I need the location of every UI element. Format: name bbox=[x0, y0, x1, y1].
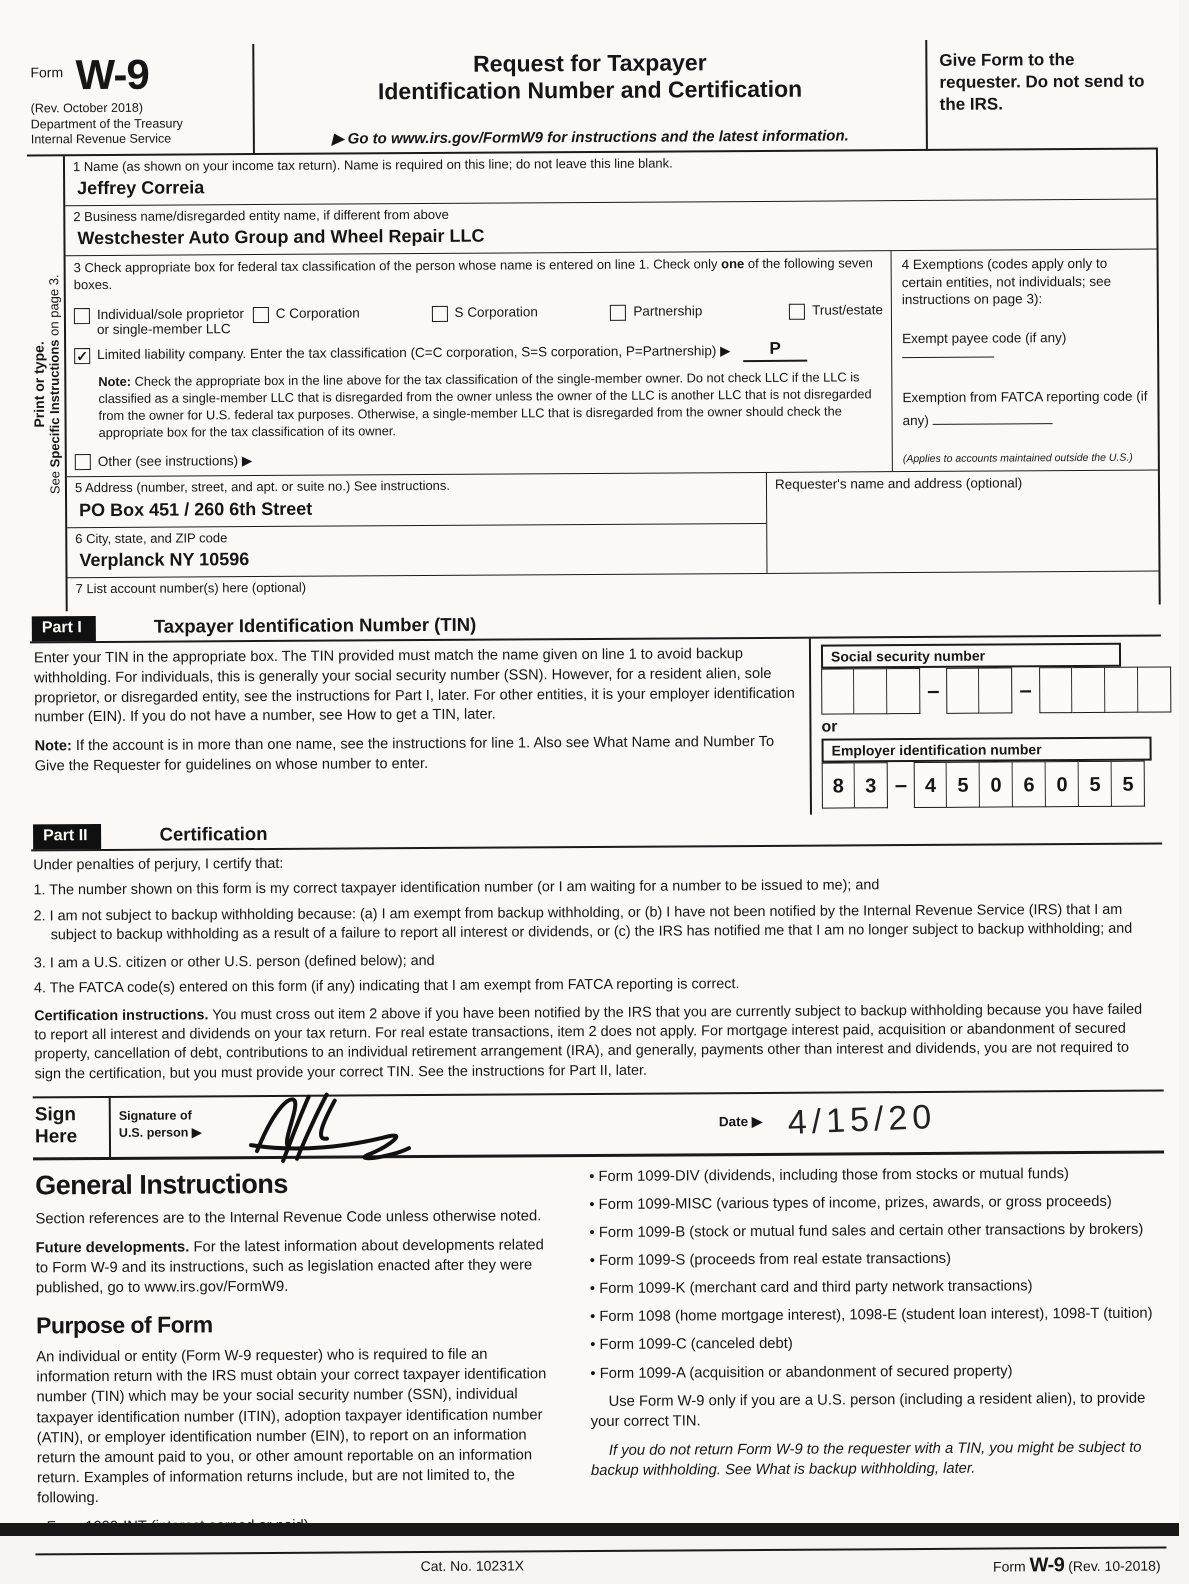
line5-address-row bbox=[67, 473, 766, 528]
llc-classification-field[interactable]: P bbox=[743, 339, 806, 362]
bullet-1099-k: • Form 1099-K (merchant card and third party network transactions) bbox=[589, 1278, 1033, 1298]
checkbox-s-corporation[interactable] bbox=[431, 304, 602, 322]
address-field[interactable]: PO Box 451 / 260 6th Street bbox=[79, 498, 313, 520]
future-developments: Future developments. For the latest information about developments related to Form W-9 and its instructions, such as legislation enacted after they were published, go to www.irs.gov/FormW9. bbox=[35, 1237, 544, 1297]
ssn-dash: – bbox=[1019, 677, 1032, 703]
ein-digit[interactable]: 5 bbox=[947, 762, 980, 808]
part2-chip: Part II bbox=[33, 824, 102, 849]
line2-label: 2 Business name/disregarded entity name, if different from above bbox=[73, 206, 449, 225]
ssn-digit[interactable] bbox=[1138, 667, 1171, 713]
exempt-payee-row bbox=[902, 330, 1149, 362]
signature-of-label: Signature of U.S. person ▶ bbox=[118, 1108, 202, 1141]
form-id-block bbox=[26, 44, 255, 154]
bullet-1099-s: • Form 1099-S (proceeds from real estate transactions) bbox=[589, 1250, 952, 1270]
signature-row bbox=[33, 1089, 1164, 1160]
ssn-digit[interactable] bbox=[887, 668, 920, 714]
form-title-line2: Identification Number and Certification bbox=[377, 75, 803, 105]
checkbox-partnership[interactable] bbox=[610, 303, 781, 321]
ssn-digit[interactable] bbox=[1039, 667, 1072, 713]
form-title-line1: Request for Taxpayer bbox=[473, 49, 707, 77]
line3-classification-block bbox=[66, 252, 893, 477]
part1-instructions bbox=[30, 639, 810, 820]
department-line: Department of the Treasury bbox=[30, 116, 183, 132]
signature-scribble bbox=[239, 1087, 500, 1173]
ssn-digit[interactable] bbox=[821, 669, 854, 715]
ssn-digit[interactable] bbox=[1105, 667, 1138, 713]
fatca-label: Exemption from FATCA reporting code (if any) bbox=[902, 388, 1148, 429]
line4-label: 4 Exemptions (codes apply only to certain entities, not individuals; see instructions on page 3): bbox=[901, 256, 1112, 308]
bullet-1099-a: • Form 1099-A (acquisition or abandonment of secured property) bbox=[590, 1362, 1013, 1382]
form-title-block bbox=[254, 40, 926, 153]
print-or-type-sidebar bbox=[27, 156, 66, 612]
ein-digit[interactable]: 5 bbox=[1112, 761, 1145, 807]
purpose-text: An individual or entity (Form W-9 requester) who is required to file an information return with the IRS must obtain your correct taxpayer identification number (TIN) which may be your social security number (SSN), individual taxpayer identification number (ITIN), adoption taxpayer identification number (ATIN), or employer identification number (EIN), to report on an information return the amount paid to you, or other amount reportable on an information return. Examples of information returns include, but are not limited to, the following. bbox=[36, 1346, 547, 1507]
tin-entry-area bbox=[809, 637, 1162, 815]
individual-label: Individual/sole proprietor or single-member LLC bbox=[96, 305, 245, 337]
line7-label: 7 List account number(s) here (optional) bbox=[75, 579, 307, 597]
purpose-of-form-title: Purpose of Form bbox=[36, 1311, 213, 1339]
or-label: or bbox=[821, 718, 838, 736]
other-checkbox[interactable] bbox=[75, 454, 91, 470]
see-instructions-label: See Specific Instructions on page 3. bbox=[46, 273, 63, 494]
footer-form-id: Form W-9 (Rev. 10-2018) bbox=[992, 1554, 1161, 1577]
form-word: Form bbox=[30, 64, 64, 81]
trust-estate-checkbox[interactable] bbox=[789, 304, 805, 320]
checkbox-trust-estate[interactable] bbox=[789, 302, 883, 320]
date-field[interactable]: 4/15/20 bbox=[787, 1097, 938, 1142]
fatca-note: (Applies to accounts maintained outside the U.S.) bbox=[902, 452, 1133, 466]
certification-text bbox=[31, 845, 1163, 1092]
city-state-zip-field[interactable]: Verplanck NY 10596 bbox=[79, 549, 250, 571]
form-number: W-9 bbox=[75, 50, 149, 99]
certification-item-1: 1. The number shown on this form is my correct taxpayer identification number (or I am waiting for a number to be issued to me); and bbox=[33, 877, 880, 899]
s-corp-checkbox[interactable] bbox=[431, 306, 447, 322]
line3-label: 3 Check appropriate box for federal tax classification of the person whose name is entered on line 1. Check only one of the following seven boxes. bbox=[73, 255, 873, 292]
line4-exemptions-block bbox=[892, 250, 1158, 472]
bullet-1099-b: • Form 1099-B (stock or mutual fund sales and certain other transactions by brokers) bbox=[589, 1221, 1144, 1241]
certification-instructions: Certification instructions. You must cross out item 2 above if you have been notified by the IRS that you are currently subject to backup withholding because you have failed to report all interest and dividends on your tax return. For real estate transactions, item 2 does not apply. For mortgage interest paid, acquisition or abandonment of secured property, cancellation of debt, contributions to an individual retirement arrangement (IRA), and generally, payments other than interest and dividends, you are not required to sign the certification, but you must provide your correct TIN. See the instructions for Part II, later. bbox=[34, 1001, 1143, 1083]
general-instructions-title: General Instructions bbox=[35, 1168, 288, 1201]
business-name-field[interactable]: Westchester Auto Group and Wheel Repair LLC bbox=[77, 226, 485, 249]
line5-label: 5 Address (number, street, and apt. or suite no.) See instructions. bbox=[74, 478, 451, 496]
ein-digit[interactable]: 5 bbox=[1079, 761, 1112, 807]
ein-label: Employer identification number bbox=[822, 737, 1152, 763]
instructions-right-column bbox=[589, 1163, 1162, 1542]
fatca-row bbox=[902, 386, 1149, 433]
part2-title: Certification bbox=[159, 822, 268, 845]
section-references: Section references are to the Internal Revenue Code unless otherwise noted. bbox=[35, 1208, 542, 1228]
line7-account-row bbox=[68, 571, 1159, 611]
certification-item-3: 3. I am a U.S. citizen or other U.S. person (defined below); and bbox=[33, 952, 435, 972]
bullet-1099-div: • Form 1099-DIV (dividends, including those from stocks or mutual funds) bbox=[589, 1165, 1069, 1185]
llc-label: Limited liability company. Enter the tax classification (C=C corporation, S=S corporation, P=Partnership) ▶ bbox=[97, 343, 731, 362]
ssn-digit[interactable] bbox=[854, 668, 887, 714]
line6-city-row bbox=[67, 524, 766, 578]
ein-digit[interactable]: 4 bbox=[914, 762, 947, 808]
ein-digit[interactable]: 0 bbox=[1046, 761, 1079, 807]
sign-here-label: Sign Here bbox=[33, 1098, 111, 1157]
ssn-dash: – bbox=[927, 678, 940, 704]
line1-name-row bbox=[65, 149, 1156, 206]
ssn-digit[interactable] bbox=[979, 668, 1012, 714]
requester-label: Requester's name and address (optional) bbox=[774, 475, 1023, 493]
backup-withholding-text: If you do not return Form W-9 to the requester with a TIN, you might be subject to backup withholding. See What is backup withholding, later. bbox=[590, 1439, 1142, 1479]
bullet-1099-misc: • Form 1099-MISC (various types of income, prizes, awards, or gross proceeds) bbox=[589, 1193, 1112, 1213]
certification-item-2: 2. I am not subject to backup withholding because: (a) I am exempt from backup withholding, or (b) I have not been notified by the Internal Revenue Service (IRS) that I am subject to backup withholding as a result of a failure to report all interest or dividends, or (c) the IRS has notified me that I am no longer subject to backup withholding; and bbox=[33, 901, 1133, 943]
checkbox-llc[interactable] bbox=[74, 338, 883, 370]
checkbox-other[interactable] bbox=[75, 445, 884, 477]
requester-box[interactable] bbox=[766, 471, 1159, 573]
ssn-boxes[interactable] bbox=[821, 667, 1159, 715]
bullet-1099-c: • Form 1099-C (canceled debt) bbox=[590, 1336, 793, 1354]
c-corp-checkbox[interactable] bbox=[253, 307, 269, 323]
print-or-type-label: Print or type. bbox=[30, 340, 48, 428]
checkbox-c-corporation[interactable] bbox=[253, 305, 424, 323]
certification-intro: Under penalties of perjury, I certify that: bbox=[33, 856, 284, 874]
form-revision: (Rev. October 2018) bbox=[30, 100, 144, 116]
goto-instructions-line: ▶ Go to www.irs.gov/FormW9 for instructions and the latest information. bbox=[331, 127, 849, 148]
date-label: Date ▶ bbox=[718, 1113, 763, 1129]
ein-dash: – bbox=[894, 772, 908, 798]
bullet-1098: • Form 1098 (home mortgage interest), 1098-E (student loan interest), 1098-T (tuition) bbox=[589, 1305, 1153, 1326]
checkbox-individual[interactable] bbox=[74, 306, 245, 337]
line2-business-row bbox=[65, 200, 1156, 257]
use-form-text: Use Form W-9 only if you are a U.S. person (including a resident alien), to provide your correct TIN. bbox=[590, 1390, 1146, 1430]
s-corp-label: S Corporation bbox=[454, 304, 538, 320]
give-form-notice: Give Form to the requester. Do not send to the IRS. bbox=[925, 39, 1158, 149]
part1-chip: Part I bbox=[32, 616, 96, 641]
line1-label: 1 Name (as shown on your income tax return). Name is required on this line; do not leave this line blank. bbox=[72, 155, 673, 175]
ssn-digit[interactable] bbox=[946, 668, 979, 714]
partnership-checkbox[interactable] bbox=[610, 305, 626, 321]
instructions-left-column bbox=[35, 1167, 557, 1546]
part1-paragraph: Enter your TIN in the appropriate box. The TIN provided must match the name given on line 1 to avoid backup withholding. For individuals, this is generally your social security number (SSN). However, for a resident alien, sole proprietor, or disregarded entity, see the instructions for Part I, later. For other entities, it is your employer identification number (EIN). If you do not have a number, see How to get a TIN, later. bbox=[33, 646, 795, 726]
exempt-payee-field[interactable] bbox=[902, 346, 994, 359]
other-label: Other (see instructions) ▶ bbox=[97, 453, 253, 469]
ein-boxes[interactable] bbox=[822, 761, 1160, 809]
partnership-label: Partnership bbox=[633, 303, 703, 319]
exempt-payee-label: Exempt payee code (if any) bbox=[902, 330, 1067, 347]
ein-digit[interactable]: 6 bbox=[1013, 761, 1046, 807]
line6-label: 6 City, state, and ZIP code bbox=[75, 529, 228, 546]
scan-edge-artifact bbox=[0, 1523, 1179, 1536]
form-header bbox=[26, 39, 1158, 157]
ssn-label: Social security number bbox=[821, 643, 1121, 669]
certification-item-4: 4. The FATCA code(s) entered on this form (if any) indicating that I am exempt from FATCA reporting is correct. bbox=[33, 976, 740, 997]
name-field[interactable]: Jeffrey Correia bbox=[77, 177, 205, 199]
catalog-number: Cat. No. 10231X bbox=[420, 1557, 525, 1575]
service-line: Internal Revenue Service bbox=[30, 131, 172, 147]
fatca-code-field[interactable] bbox=[933, 412, 1053, 425]
llc-checkbox[interactable]: ✓ bbox=[74, 348, 90, 364]
llc-note: Note: Check the appropriate box in the line above for the tax classification of the single-member owner. Do not check LLC if the LLC is classified as a single-member LLC that is disregarded from the owner unless the owner of the LLC is another LLC that is not disregarded from the owner for U.S. federal tax purposes. Otherwise, a single-member LLC that is disregarded from the owner should check the appropriate box for the tax classification of its owner. bbox=[98, 369, 872, 440]
part1-title: Taxpayer Identification Number (TIN) bbox=[153, 613, 477, 637]
signature-field[interactable] bbox=[229, 1095, 529, 1156]
c-corp-label: C Corporation bbox=[275, 305, 360, 321]
trust-estate-label: Trust/estate bbox=[812, 302, 883, 318]
ein-digit[interactable]: 8 bbox=[822, 763, 855, 809]
page-footer bbox=[35, 1547, 1166, 1584]
part1-note: Note: If the account is in more than one name, see the instructions for line 1. Also see What Name and Number To Give the Requester for guidelines on whose number to enter. bbox=[34, 733, 775, 775]
ein-digit[interactable]: 3 bbox=[855, 762, 888, 808]
individual-checkbox[interactable] bbox=[74, 308, 90, 324]
ssn-digit[interactable] bbox=[1072, 667, 1105, 713]
ein-digit[interactable]: 0 bbox=[980, 762, 1013, 808]
